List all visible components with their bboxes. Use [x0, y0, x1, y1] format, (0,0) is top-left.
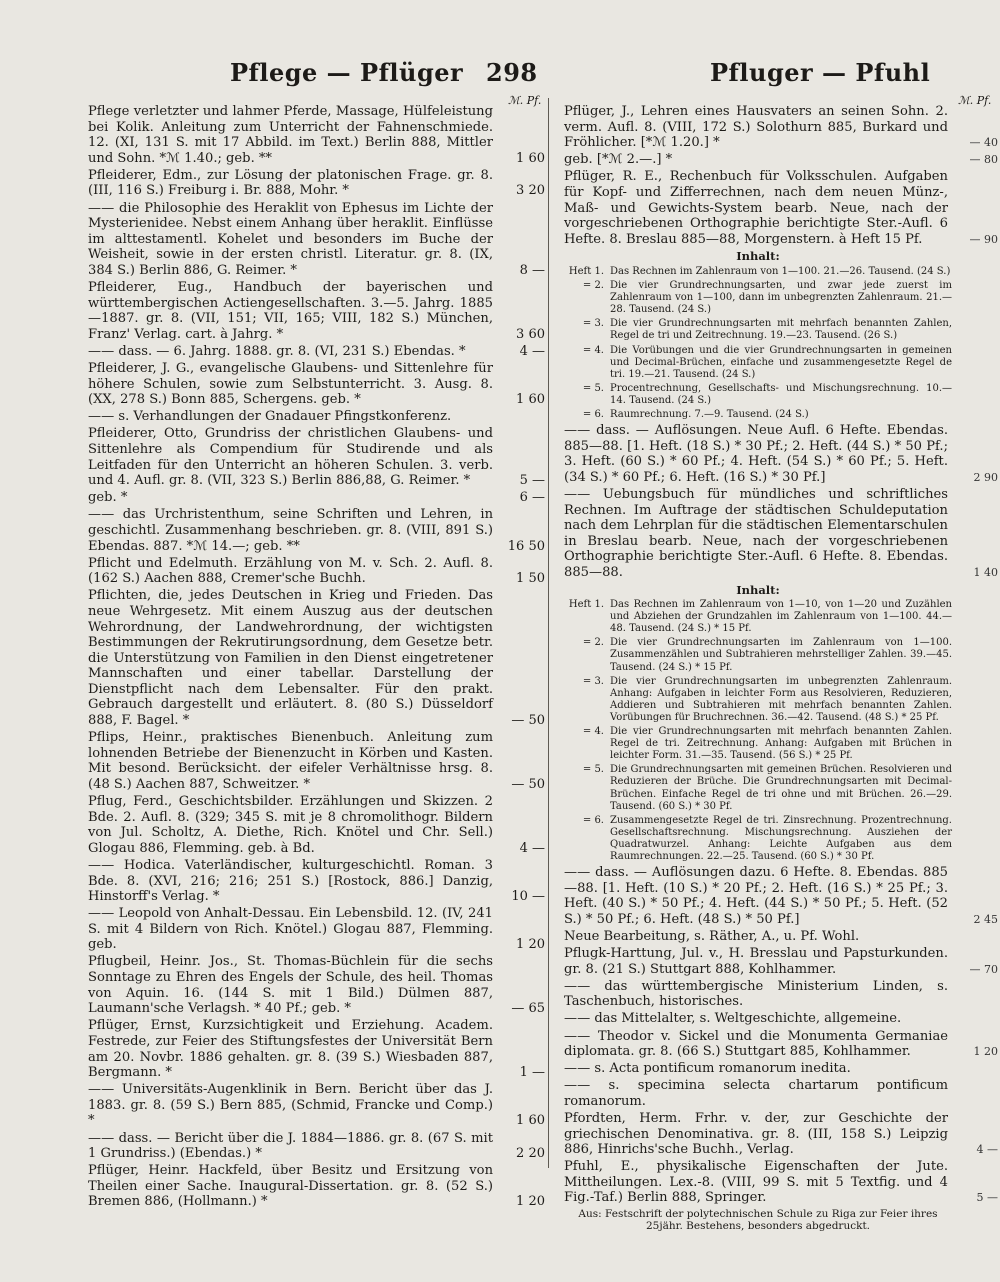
entry-text: —— dass. — Auflösungen dazu. 6 Hefte. 8. Ebendas. 885—88. [1. Heft. (10 S.) * 20 Pf.; 2. Heft. (16 S.) * 25 Pf.; 3. Heft. (40 S.) * 50 Pf.; 4. Heft. (44 S.) * 50 Pf.; 5. Heft. (52 S.) * 50 Pf.; 6. Heft. (48 S.) * 50 Pf.] — [564, 865, 948, 927]
entry-price: 1 — — [519, 1065, 545, 1081]
entry-text: —— Uebungsbuch für mündliches und schriftliches Rechnen. Im Auftrage der städtischen Schuldeputation nach dem Lehrplan für die städtischen Elementarschulen in Breslau bearb. Neue, nach der vorgeschriebenen Orthographie berichtigte Ster.-Aufl. 6 Hefte. 8. Ebendas. 885—88. — [564, 486, 948, 580]
contents-item-label: Heft 1. — [568, 265, 604, 277]
catalog-entry — [564, 946, 998, 977]
entry-price: 16 50 — [507, 538, 545, 554]
contents-item — [564, 676, 952, 724]
catalog-entry — [564, 979, 952, 1010]
inhalt-heading: Inhalt: — [736, 582, 780, 597]
page-number: 298 — [486, 58, 538, 87]
catalog-entry — [88, 201, 543, 279]
inhalt-heading: Inhalt: — [736, 249, 780, 264]
right-column — [564, 104, 998, 1233]
catalog-entry — [88, 588, 543, 728]
entry-text: Pfleiderer, J. G., evangelische Glaubens- und Sittenlehre für höhere Schulen, sowie zum Selbstunterricht. 3. Ausg. 8. (XX, 278 S.) Bonn 885, Schergens. geb. * — [88, 361, 493, 408]
contents-item-label: = 2. — [582, 280, 604, 292]
catalog-entry — [564, 929, 952, 945]
left-currency-header: ℳ. Pf. — [508, 94, 542, 107]
entry-text: —— die Philosophie des Heraklit von Ephesus im Lichte der Mysterienidee. Nebst einem Anhang über heraklit. Einflüsse im alttestamentl. Kohelet und besonders im Buche der Weisheit, sowie in der ersten christl. Literatur. gr. 8. (IX, 384 S.) Berlin 886, G. Reimer. * — [88, 200, 493, 278]
entry-text: —— Theodor v. Sickel und die Monumenta Germaniae diplomata. gr. 8. (66 S.) Stuttgart 885, Kohlhammer. — [564, 1028, 948, 1060]
entry-price: 4 — — [519, 343, 545, 359]
entry-text: Pflüger, Ernst, Kurzsichtigkeit und Erziehung. Academ. Festrede, zur Feier des Stiftungsfestes der Universität Bern am 20. Novbr. 1886 gehalten. gr. 8. (39 S.) Wiesbaden 887, Bergmann. * — [88, 1018, 493, 1081]
entry-text: geb. * — [88, 490, 128, 506]
entry-text: Pflüger, R. E., Rechenbuch für Volksschulen. Aufgaben für Kopf- und Zifferrechnen, nach dem neuen Münz-, Maß- und Gewichts-System bearb. Neue, nach der vorgeschriebenen Orthographie berichtigte Ster.-Aufl. 6 Hefte. 8. Breslau 885—88, Morgenstern. à Heft 15 Pf. — [564, 169, 948, 247]
header-right-title: Pfluger — Pfuhl — [710, 58, 931, 87]
catalog-entry — [564, 1011, 952, 1027]
entry-text: —— s. Verhandlungen der Gnadauer Pfingstkonferenz. — [88, 409, 452, 425]
contents-item — [564, 266, 952, 278]
contents-item — [564, 383, 952, 407]
contents-item — [564, 345, 952, 381]
contents-item-text: Die Vorübungen und die vier Grundrechnungsarten in gemeinen und Decimal-Brüchen, einfache und zusammengesetzte Regel de tri. 19.—21. Tausend. (24 S.) — [610, 344, 952, 380]
catalog-entry — [564, 152, 998, 168]
entry-text: —— Universitäts-Augenklinik in Bern. Bericht über das J. 1883. gr. 8. (59 S.) Bern 885, (Schmid, Francke und Comp.) * — [88, 1082, 493, 1129]
catalog-entry — [564, 1110, 998, 1158]
contents-item-label: Heft 1. — [568, 599, 604, 611]
catalog-entry — [564, 169, 998, 247]
catalog-entry — [88, 1082, 543, 1129]
entry-text: Pflugbeil, Heinr. Jos., St. Thomas-Büchlein für die sechs Sonntage zu Ehren des Engels der Schule, des heil. Thomas von Aquin. 16. (144 S. mit 1 Bild.) Dülmen 887, Laumann'sche Verlagsh. * 40 Pf.; geb. * — [88, 954, 493, 1017]
entry-text: —— das württembergische Ministerium Linden, s. Taschenbuch, historisches. — [564, 978, 948, 1010]
entry-text: —— dass. — Bericht über die J. 1884—1886. gr. 8. (67 S. mit 1 Grundriss.) (Ebendas.) * — [88, 1130, 493, 1162]
catalog-entry — [564, 1159, 998, 1206]
entry-price: — 50 — [511, 713, 545, 729]
entry-price: 10 — — [511, 889, 545, 905]
entry-price: 2 90 — [973, 470, 998, 484]
column-divider — [548, 98, 549, 1168]
contents-item-text: Raumrechnung. 7.—9. Tausend. (24 S.) — [610, 408, 809, 420]
entry-price: 3 60 — [516, 326, 545, 342]
catalog-entry — [88, 361, 543, 408]
catalog-entry — [88, 426, 543, 488]
entry-price: — 80 — [969, 153, 998, 167]
catalog-entry — [88, 507, 543, 554]
entry-text: —— das Mittelalter, s. Weltgeschichte, allgemeine. — [564, 1011, 902, 1027]
entry-price: 4 — — [976, 1143, 998, 1157]
left-column — [88, 104, 543, 1211]
entry-price: — 65 — [511, 1001, 545, 1017]
entry-text: Pflüger, Heinr. Hackfeld, über Besitz und Ersitzung von Theilen einer Sache. Inaugural-Dissertation. gr. 8. (52 S.) Bremen 886, (Hollmann.) * — [88, 1163, 493, 1210]
contents-item-label: = 3. — [582, 318, 604, 330]
catalog-entry — [88, 858, 543, 905]
contents-item-label: = 5. — [582, 764, 604, 776]
entry-price: 1 50 — [516, 571, 545, 587]
entry-price: — 90 — [969, 232, 998, 246]
entry-price: 2 45 — [973, 912, 998, 926]
contents-item-text: Die Grundrechnungsarten mit gemeinen Brüchen. Resolvieren und Reduzieren der Brüche. Die Grundrechnungsarten mit Decimal-Brüchen. Einfache Regel de tri ohne und mit Brüchen. 26.—29. Tausend. (60 S.) * 30 Pf. — [610, 764, 952, 812]
entry-text: —— dass. — Auflösungen. Neue Aufl. 6 Hefte. Ebendas. 885—88. [1. Heft. (18 S.) * 30 Pf.; 2. Heft. (44 S.) * 50 Pf.; 3. Heft. (60 S.) * 60 Pf.; 4. Heft. (54 S.) * 60 Pf.; 5. Heft. (34 S.) * 60 Pf.; 6. Heft. (16 S.) * 30 Pf.] — [564, 423, 948, 485]
entry-text: Pfuhl, E., physikalische Eigenschaften der Jute. Mittheilungen. Lex.-8. (VIII, 99 S. mit 5 Textfig. und 4 Fig.-Taf.) Berlin 888, Springer. — [564, 1159, 948, 1206]
catalog-entry — [564, 1078, 952, 1109]
contents-item-label: = 6. — [582, 814, 604, 826]
catalog-entry — [88, 1131, 543, 1162]
contents-item-text: Das Rechnen im Zahlenraum von 1—100. 21.—26. Tausend. (24 S.) — [610, 265, 951, 277]
contents-item — [564, 280, 952, 316]
catalog-entry — [88, 1018, 543, 1080]
entry-text: Pflugk-Harttung, Jul. v., H. Bresslau und Papsturkunden. gr. 8. (21 S.) Stuttgart 888, Kohlhammer. — [564, 946, 948, 977]
contents-item — [564, 637, 952, 673]
entry-text: —— s. Acta pontificum romanorum inedita. — [564, 1061, 851, 1077]
entry-text: Pfordten, Herm. Frhr. v. der, zur Geschichte der griechischen Denominativa. gr. 8. (III, 158 S.) Leipzig 886, Hinrichs'sche Buchh., Verlag. — [564, 1110, 948, 1158]
footnote: Aus: Festschrift der polytechnischen Schule zu Riga zur Feier ihres 25jähr. Bestehens, besonders abgedruckt. — [578, 1207, 938, 1233]
catalog-entry — [88, 104, 543, 166]
contents-item — [564, 599, 952, 635]
contents-item-text: Zusammengesetzte Regel de tri. Zinsrechnung. Prozentrechnung. Gesellschaftsrechnung. Mischungsrechnung. Ausziehen der Quadratwurzel. Anhang: Leichte Aufgaben aus dem Raumrechnungen. 22.—25. Tausend. (60 S.) * 30 Pf. — [610, 814, 952, 862]
entry-price: — 40 — [969, 136, 998, 150]
header-left-title: Pflege — Pflüger — [230, 58, 464, 87]
contents-item-text: Das Rechnen im Zahlenraum von 1—10, von 1—20 und Zuzählen und Abziehen der Grundzahlen im Zahlenraum von 1—100. 44.—48. Tausend. (24 S.) * 15 Pf. — [610, 599, 952, 635]
entry-price: 6 — — [519, 490, 545, 506]
entry-text: Pflug, Ferd., Geschichtsbilder. Erzählungen und Skizzen. 2 Bde. 2. Aufl. 8. (329; 345 S. mit je 8 chromolithogr. Bildern von Jul. Scholtz, A. Diethe, Rich. Knötel und Chr. Sell.) Glogau 886, Flemming. geb. à Bd. — [88, 794, 493, 856]
entry-price: — 50 — [511, 776, 545, 792]
catalog-entry — [88, 409, 543, 425]
catalog-entry — [564, 1028, 998, 1060]
catalog-entry — [564, 865, 998, 927]
entry-text: Pflips, Heinr., praktisches Bienenbuch. Anleitung zum lohnenden Betriebe der Bienenzucht in Körben und Kasten. Mit besond. Berücksicht. der eifeler Verhältnisse hrsg. 8. (48 S.) Aachen 887, Schweitzer. * — [88, 730, 493, 792]
catalog-entry — [88, 168, 543, 199]
entry-text: Pfleiderer, Eug., Handbuch der bayerischen und württembergischen Actiengesellschaften. 3.—5. Jahrg. 1885—1887. gr. 8. (VII, 151; VII, 165; VIII, 182 S.) München, Franz' Verlag. cart. à Jahrg. * — [88, 280, 493, 342]
catalog-entry — [88, 344, 543, 360]
entry-price: 1 40 — [973, 565, 998, 579]
entry-price: 1 20 — [973, 1045, 998, 1059]
contents-item — [564, 764, 952, 812]
contents-item-label: = 6. — [582, 408, 604, 420]
catalog-entry — [88, 954, 543, 1016]
entry-text: —— dass. — 6. Jahrg. 1888. gr. 8. (VI, 231 S.) Ebendas. * — [88, 343, 466, 359]
entry-text: Pflicht und Edelmuth. Erzählung von M. v. Sch. 2. Aufl. 8. (162 S.) Aachen 888, Cremer'sche Buchh. — [88, 555, 493, 587]
contents-item-text: Die vier Grundrechnungsarten mit mehrfach benannten Zahlen. Regel de tri. Zeitrechnung. Anhang: Aufgaben mit Brüchen in leichter Form. 31.—35. Tausend. (56 S.) * 25 Pf. — [610, 726, 952, 762]
entry-text: —— Leopold von Anhalt-Dessau. Ein Lebensbild. 12. (IV, 241 S. mit 4 Bildern von Rich. Knötel.) Glogau 887, Flemming. geb. — [88, 906, 493, 953]
right-currency-header: ℳ. Pf. — [958, 94, 992, 107]
entry-text: Pflichten, die, jedes Deutschen in Krieg und Frieden. Das neue Wehrgesetz. Mit einem Auszug aus der deutschen Wehrordnung, der Landwehrordnung, der wichtigsten Bestimmungen der Rekrutirungsordnung, dem Gesetze betr. die Unterstützung von Familien in den Dienst eingetretener Mannschaften und einer tabellar. Darstellung der Dienstpflicht nach dem Lebensalter. Für den prakt. Gebrauch dargestellt und erläutert. 8. (80 S.) Düsseldorf 888, F. Bagel. * — [88, 588, 493, 729]
entry-text: Neue Bearbeitung, s. Räther, A., u. Pf. Wohl. — [564, 928, 860, 944]
contents-item-text: Die vier Grundrechnungsarten im Zahlenraum von 1—100. Zusammenzählen und Subtrahieren mehrstelliger Zahlen. 39.—45. Tausend. (24 S.) * 15 Pf. — [610, 637, 952, 673]
contents-item — [564, 815, 952, 863]
entry-price: 5 — — [519, 473, 545, 489]
contents-item — [564, 409, 952, 421]
contents-item — [564, 318, 952, 342]
catalog-entry — [564, 423, 998, 485]
contents-item-label: = 2. — [582, 637, 604, 649]
contents-item-text: Die vier Grundrechnungsarten mit mehrfach benannten Zahlen, Regel de tri und Zeitrechnung. 19.—23. Tausend. (26 S.) — [610, 318, 952, 342]
catalog-entry — [564, 486, 998, 581]
entry-text: Pflege verletzter und lahmer Pferde, Massage, Hülfeleistung bei Kolik. Anleitung zum Unterricht der Fahnenschmiede. 12. (XI, 131 S. mit 17 Abbild. im Text.) Berlin 888, Mittler und Sohn. *ℳ 1.40.; geb. ** — [88, 104, 493, 166]
contents-item-text: Procentrechnung, Gesellschafts- und Mischungsrechnung. 10.—14. Tausend. (24 S.) — [610, 382, 952, 406]
entry-price: 1 60 — [516, 392, 545, 408]
contents-item-text: Die vier Grundrechnungsarten im unbegrenzten Zahlenraum. Anhang: Aufgaben in leichter Form aus Resolvieren, Reduzieren, Addieren und Subtrahieren mit mehrfach benannten Zahlen. Vorübungen für Bruchrechnen. 36.—42. Tausend. (48 S.) * 25 Pf. — [610, 675, 952, 723]
entry-text: Pfleiderer, Otto, Grundriss der christlichen Glaubens- und Sittenlehre als Compendium für Studirende und als Leitfaden für den Unterricht an höheren Schulen. 3. verb. und 4. Aufl. gr. 8. (VII, 323 S.) Berlin 886,88, G. Reimer. * — [88, 426, 493, 489]
page-header — [0, 58, 1000, 94]
catalog-entry — [88, 1163, 543, 1210]
entry-price: 4 — — [519, 840, 545, 856]
catalog-entry — [88, 730, 543, 792]
catalog-entry — [564, 1061, 952, 1077]
entry-price: 5 — — [976, 1191, 998, 1205]
catalog-entry — [88, 280, 543, 342]
entry-text: geb. [*ℳ 2.—.] * — [564, 152, 673, 168]
entry-price: 1 60 — [516, 1113, 545, 1129]
entry-text: Pflüger, J., Lehren eines Hausvaters an seinen Sohn. 2. verm. Aufl. 8. (VIII, 172 S.) Solothurn 885, Burkard und Fröhlicher. [*ℳ 1.20.] * — [564, 104, 948, 151]
entry-price: — 70 — [969, 962, 998, 976]
catalog-entry — [88, 906, 543, 953]
entry-text: Pfleiderer, Edm., zur Lösung der platonischen Frage. gr. 8. (III, 116 S.) Freiburg i. Br. 888, Mohr. * — [88, 167, 493, 199]
contents-item — [564, 726, 952, 762]
entry-text: —— s. specimina selecta chartarum pontificum romanorum. — [564, 1078, 948, 1109]
entry-price: 3 20 — [516, 183, 545, 199]
catalog-entry — [88, 490, 543, 506]
catalog-entry — [88, 556, 543, 587]
entry-price: 1 20 — [516, 937, 545, 953]
entry-price: 8 — — [519, 262, 545, 278]
contents-item-label: = 4. — [582, 344, 604, 356]
contents-item-text: Die vier Grundrechnungsarten, und zwar jede zuerst im Zahlenraum von 1—100, dann im unbegrenzten Zahlenraum. 21.—28. Tausend. (24 S.) — [610, 280, 952, 316]
catalog-entry — [564, 104, 998, 151]
catalog-entry — [88, 794, 543, 856]
entry-text: —— das Urchristenthum, seine Schriften und Lehren, in geschichtl. Zusammenhang beschrieben. gr. 8. (VIII, 891 S.) Ebendas. 887. *ℳ 14.—; geb. ** — [88, 507, 493, 554]
entry-price: 1 60 — [516, 150, 545, 166]
entry-text: —— Hodica. Vaterländischer, kulturgeschichtl. Roman. 3 Bde. 8. (XVI, 216; 216; 251 S.) [Rostock, 886.] Danzig, Hinstorff's Verlag. * — [88, 857, 493, 905]
contents-item-label: = 5. — [582, 382, 604, 394]
entry-price: 1 20 — [516, 1194, 545, 1210]
contents-item-label: = 3. — [582, 675, 604, 687]
contents-item-label: = 4. — [582, 726, 604, 738]
entry-price: 2 20 — [516, 1146, 545, 1162]
